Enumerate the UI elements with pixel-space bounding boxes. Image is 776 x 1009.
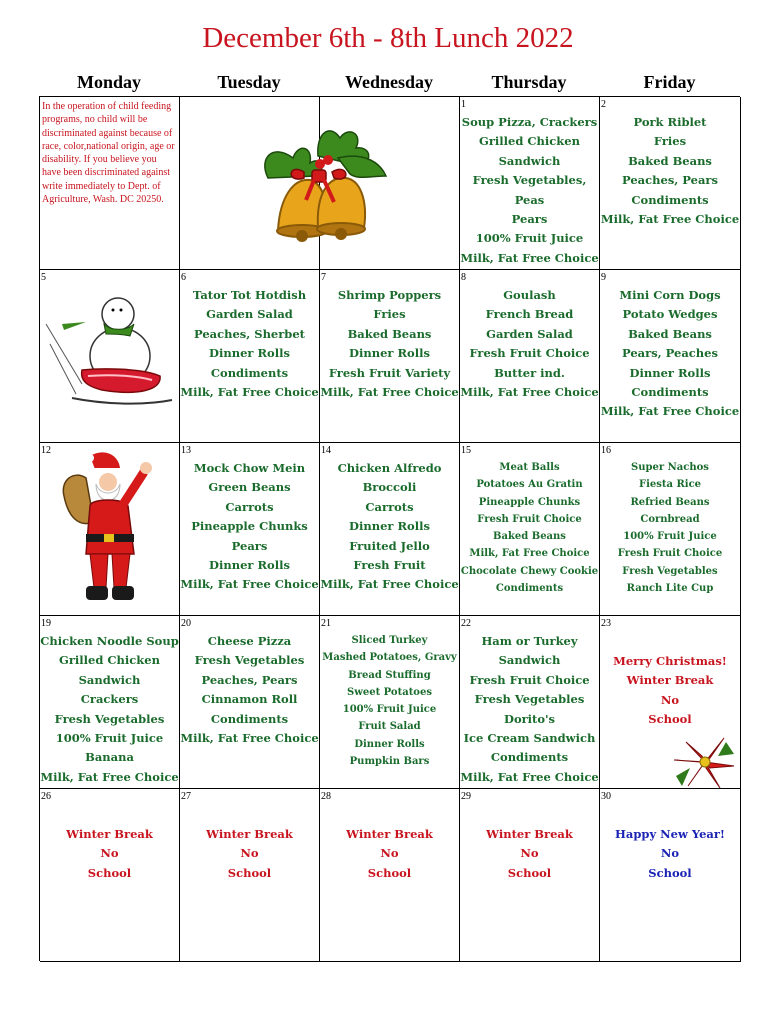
menu-item: No <box>520 846 539 861</box>
menu-list <box>320 286 459 402</box>
menu-item: Condiments <box>210 365 289 380</box>
calendar-cell <box>180 789 320 962</box>
menu-item: No <box>660 692 680 707</box>
calendar-cell <box>460 97 600 270</box>
menu-item: Peaches, Pears <box>201 672 298 687</box>
day-number: 19 <box>41 618 51 629</box>
menu-item: Dorito's <box>503 711 556 726</box>
menu-item: Merry Christmas! <box>613 654 727 668</box>
menu-item: 100% Fruit Juice <box>623 531 717 543</box>
menu-item: Potato Wedges <box>622 307 718 322</box>
menu-item: Dinner Rolls <box>209 346 290 361</box>
day-number: 2 <box>601 99 606 110</box>
menu-item: Fresh Vegetables <box>622 565 718 577</box>
menu-list <box>600 825 740 883</box>
calendar-cell <box>180 616 320 789</box>
menu-item: Broccoli <box>362 480 417 495</box>
menu-item: Chocolate Chewy Cookie <box>460 565 599 577</box>
menu-item: Fruited Jello <box>349 538 430 553</box>
menu-item: Pineapple Chunks <box>478 496 581 508</box>
menu-item: Milk, Fat Free Choice <box>180 385 319 400</box>
menu-list <box>180 825 319 883</box>
menu-item: Mini Corn Dogs <box>619 288 721 302</box>
menu-list <box>320 632 459 770</box>
menu-list <box>320 459 459 595</box>
menu-item: Chicken Noodle Soup <box>40 634 179 648</box>
menu-list <box>460 113 599 268</box>
menu-item: Sandwich <box>498 653 561 668</box>
day-number: 7 <box>321 272 326 283</box>
calendar-cell <box>320 789 460 962</box>
menu-list <box>460 632 599 787</box>
menu-item: Milk, Fat Free Choice <box>600 404 740 419</box>
calendar-cell <box>460 443 600 616</box>
santa-claus-with-sack-icon <box>60 450 164 606</box>
menu-item: Soup Pizza, Crackers <box>461 115 598 129</box>
menu-item: Dinner Rolls <box>349 346 430 361</box>
day-number: 27 <box>181 791 191 802</box>
menu-item: Condiments <box>495 583 564 595</box>
day-number: 30 <box>601 791 611 802</box>
menu-item: School <box>507 865 552 880</box>
menu-item: Sandwich <box>498 153 561 168</box>
menu-item: Fresh Vegetables, Peas <box>472 173 587 207</box>
menu-item: Garden Salad <box>206 307 293 322</box>
menu-item: No <box>660 846 680 861</box>
menu-list <box>460 825 599 883</box>
calendar-cell <box>320 443 460 616</box>
day-number: 9 <box>601 272 606 283</box>
menu-item: Winter Break <box>346 827 433 841</box>
menu-item: Cheese Pizza <box>207 634 292 648</box>
menu-item: Milk, Fat Free Choice <box>460 769 599 784</box>
menu-item: Bread Stuffing <box>348 669 431 681</box>
menu-item: Winter Break <box>206 827 293 841</box>
menu-item: School <box>87 865 132 880</box>
menu-item: Dinner Rolls <box>354 738 425 750</box>
menu-item: Ham or Turkey <box>481 634 578 648</box>
day-header-friday: Friday <box>643 72 696 92</box>
menu-item: Super Nachos <box>631 462 709 473</box>
menu-item: School <box>227 865 272 880</box>
menu-item: Pineapple Chunks <box>191 519 308 534</box>
menu-item: Milk, Fat Free Choice <box>40 769 179 784</box>
menu-item: Fresh Fruit Choice <box>617 548 723 560</box>
menu-item: Cinnamon Roll <box>201 692 298 707</box>
nondiscrimination-notice: In the operation of child feeding programs, no child will be discriminated against because of race, color,national origin, age or disability. If you believe you have been discriminated against write immediately to Dept. of Agriculture, Wash. DC 20250. <box>42 101 175 206</box>
menu-item: Goulash <box>503 288 556 302</box>
menu-list <box>180 459 319 595</box>
menu-item: Fruit Salad <box>358 721 421 733</box>
menu-item: Carrots <box>365 499 414 514</box>
day-number: 16 <box>601 445 611 456</box>
menu-item: Condiments <box>210 711 289 726</box>
menu-item: Shrimp Poppers <box>337 288 442 302</box>
menu-item: Pears <box>231 538 268 553</box>
menu-item: Pork Riblet <box>633 115 707 129</box>
menu-item: Grilled Chicken <box>479 134 580 149</box>
menu-list <box>40 632 179 787</box>
menu-item: Happy New Year! <box>615 827 725 841</box>
menu-item: Baked Beans <box>628 326 712 341</box>
calendar-cell <box>600 443 741 616</box>
menu-item: Fresh Fruit Variety <box>328 365 451 380</box>
menu-item: Peaches, Sherbet <box>194 326 305 341</box>
menu-item: Milk, Fat Free Choice <box>600 212 740 227</box>
menu-item: Carrots <box>225 499 274 514</box>
menu-item: Garden Salad <box>486 326 573 341</box>
menu-item: Baked Beans <box>493 531 566 543</box>
menu-list <box>180 286 319 402</box>
menu-item: Ice Cream Sandwich <box>463 731 596 746</box>
menu-item: No <box>100 846 119 861</box>
menu-item: Baked Beans <box>347 326 432 341</box>
menu-list <box>40 825 179 883</box>
menu-item: Pears <box>511 212 548 227</box>
menu-item: Winter Break <box>66 827 153 841</box>
day-number: 29 <box>461 791 471 802</box>
menu-list <box>180 632 319 748</box>
menu-item: No <box>240 846 259 861</box>
poinsettia-flower-icon <box>672 732 738 792</box>
menu-item: Fresh Vegetables <box>54 711 165 726</box>
menu-item: Dinner Rolls <box>209 558 290 573</box>
day-number: 12 <box>41 445 51 456</box>
menu-item: Crackers <box>80 692 139 707</box>
menu-list <box>600 286 740 422</box>
menu-item: Baked Beans <box>628 153 712 168</box>
day-number: 1 <box>461 99 466 110</box>
menu-item: Milk, Fat Free Choice <box>320 385 459 400</box>
day-header-thursday: Thursday <box>491 72 567 92</box>
menu-list <box>600 459 740 597</box>
calendar-cell <box>460 789 600 962</box>
menu-item: Pears, Peaches <box>622 346 718 361</box>
menu-list <box>600 113 740 229</box>
menu-item: Milk, Fat Free Choice <box>180 577 319 592</box>
calendar-cell <box>180 443 320 616</box>
menu-item: Fries <box>373 307 406 322</box>
calendar-cell <box>600 789 741 962</box>
menu-list <box>320 825 459 883</box>
calendar-cell <box>600 270 741 443</box>
menu-item: Milk, Fat Free Choice <box>460 385 599 400</box>
day-header-wednesday: Wednesday <box>344 72 434 92</box>
menu-item: Fresh Fruit Choice <box>469 346 590 361</box>
day-number: 15 <box>461 445 471 456</box>
menu-item: Mashed Potatoes, Gravy <box>322 652 457 664</box>
menu-item: Dinner Rolls <box>349 519 430 534</box>
menu-item: Fiesta Rice <box>638 479 702 491</box>
page-title: December 6th - 8th Lunch 2022 <box>202 22 574 54</box>
menu-item: School <box>648 712 692 727</box>
menu-list <box>460 459 599 597</box>
menu-item: Fresh Fruit <box>353 558 426 573</box>
day-number: 23 <box>601 618 611 629</box>
menu-item: Fresh Fruit Choice <box>477 513 582 525</box>
calendar-cell <box>40 789 180 962</box>
menu-item: Condiments <box>490 750 569 765</box>
calendar-cell <box>180 270 320 443</box>
menu-item: 100% Fruit Juice <box>475 231 584 246</box>
day-number: 5 <box>41 272 46 283</box>
calendar-cell <box>320 270 460 443</box>
menu-item: School <box>648 865 692 880</box>
menu-item: Green Beans <box>208 480 291 495</box>
calendar-cell <box>460 616 600 789</box>
menu-item: French Bread <box>485 307 574 322</box>
menu-item: Fresh Vegetables <box>194 653 305 668</box>
menu-item: Mock Chow Mein <box>193 461 306 475</box>
day-number: 28 <box>321 791 331 802</box>
calendar-cell <box>320 616 460 789</box>
menu-item: Potatoes Au Gratin <box>476 479 583 491</box>
menu-item: Sweet Potatoes <box>347 686 432 698</box>
day-header-tuesday: Tuesday <box>217 72 281 92</box>
menu-item: Milk, Fat Free Choice <box>180 731 319 746</box>
menu-item: Condiments <box>631 192 709 207</box>
day-number: 14 <box>321 445 331 456</box>
day-number: 6 <box>181 272 186 283</box>
day-number: 26 <box>41 791 51 802</box>
day-number: 21 <box>321 618 331 629</box>
menu-item: School <box>367 865 412 880</box>
christmas-bells-holly-icon <box>248 118 390 246</box>
menu-item: Fresh Fruit Choice <box>469 672 590 687</box>
menu-item: Cornbread <box>640 513 700 525</box>
day-number: 13 <box>181 445 191 456</box>
menu-item: Tator Tot Hotdish <box>192 288 307 302</box>
menu-item: Fresh Vegetables <box>474 692 585 707</box>
menu-item: Fries <box>653 134 687 149</box>
calendar-cell <box>460 270 600 443</box>
menu-item: Milk, Fat Free Choice <box>320 577 459 592</box>
menu-item: Winter Break <box>486 827 573 841</box>
menu-item: Sliced Turkey <box>351 635 428 646</box>
day-number: 8 <box>461 272 466 283</box>
menu-item: Condiments <box>631 385 709 400</box>
menu-item: Sandwich <box>78 672 141 687</box>
day-number: 22 <box>461 618 471 629</box>
menu-item: Ranch Lite Cup <box>626 583 714 595</box>
day-number: 20 <box>181 618 191 629</box>
menu-item: Milk, Fat Free Choice <box>469 548 590 560</box>
menu-item: Pumpkin Bars <box>349 756 430 768</box>
menu-item: Chicken Alfredo <box>337 461 442 475</box>
day-header-monday: Monday <box>76 72 141 92</box>
menu-item: Milk, Fat Free Choice <box>460 250 599 265</box>
menu-list <box>600 652 740 730</box>
menu-list <box>460 286 599 402</box>
menu-item: 100% Fruit Juice <box>342 704 437 716</box>
menu-item: Winter Break <box>626 673 714 688</box>
calendar-cell <box>600 97 741 270</box>
menu-item: Grilled Chicken <box>59 653 160 668</box>
menu-item: Dinner Rolls <box>629 365 711 380</box>
menu-item: Banana <box>85 750 134 765</box>
menu-item: 100% Fruit Juice <box>55 731 164 746</box>
menu-item: Peaches, Pears <box>622 173 718 188</box>
menu-item: Refried Beans <box>630 496 710 508</box>
calendar-cell <box>40 97 180 270</box>
menu-item: Meat Balls <box>499 462 560 473</box>
menu-item: Butter ind. <box>494 365 565 380</box>
snowman-on-sled-icon <box>42 284 176 412</box>
calendar-cell <box>40 616 180 789</box>
menu-item: No <box>380 846 399 861</box>
